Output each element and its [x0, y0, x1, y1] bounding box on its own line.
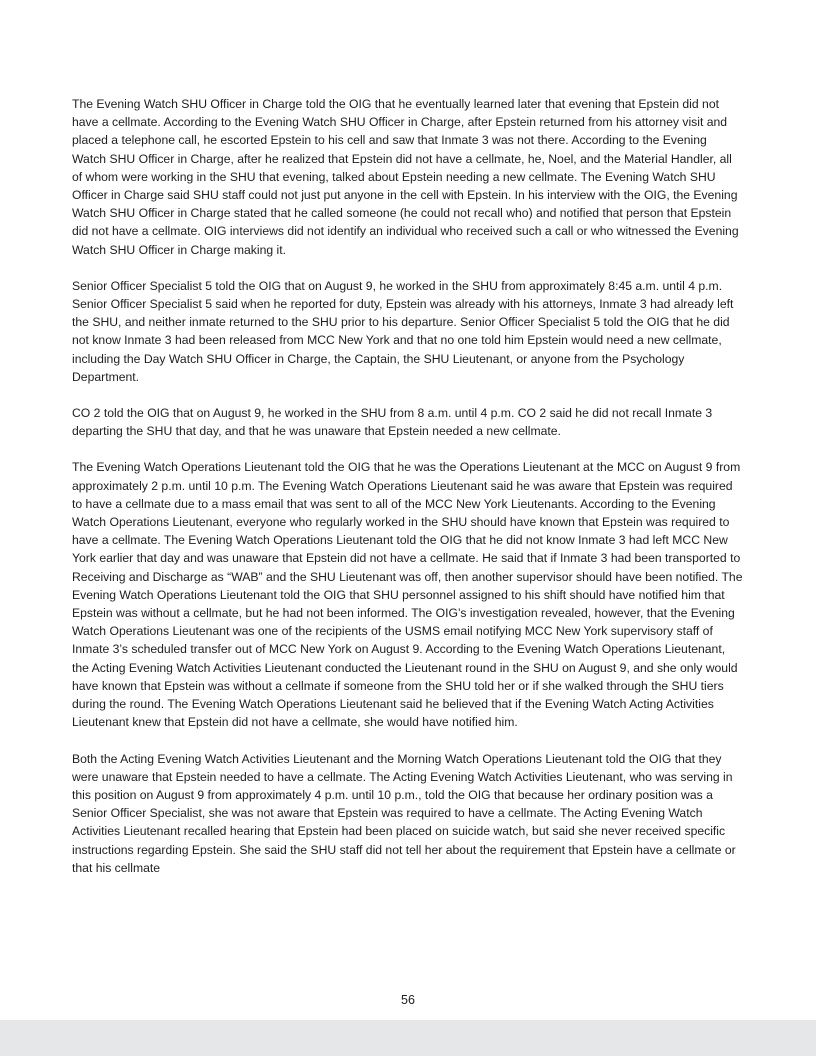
document-body [72, 95, 744, 895]
paragraph: The Evening Watch Operations Lieutenant told the OIG that he was the Operations Lieutenant at the MCC on August 9 from approximately 2 p.m. until 10 p.m. The Evening Watch Operations Lieutenant said he was aware that Epstein was required to have a cellmate due to a mass email that was sent to all of the MCC New York Lieutenants. According to the Evening Watch Operations Lieutenant, everyone who regularly worked in the SHU should have known that Epstein was required to have a cellmate. The Evening Watch Operations Lieutenant told the OIG that he did not know Inmate 3 had left MCC New York earlier that day and was unaware that Epstein did not have a cellmate. He said that if Inmate 3 had been transported to Receiving and Discharge as “WAB” and the SHU Lieutenant was off, then another supervisor should have been notified. The Evening Watch Operations Lieutenant told the OIG that SHU personnel assigned to his shift should have notified him that Epstein was without a cellmate, but he had not been informed. The OIG’s investigation revealed, however, that the Evening Watch Operations Lieutenant was one of the recipients of the USMS email notifying MCC New York supervisory staff of Inmate 3’s scheduled transfer out of MCC New York on August 9. According to the Evening Watch Operations Lieutenant, the Acting Evening Watch Activities Lieutenant conducted the Lieutenant round in the SHU on August 9, and she only would have known that Epstein was without a cellmate if someone from the SHU told her or if she walked through the SHU tiers during the round. The Evening Watch Operations Lieutenant said he believed that if the Evening Watch Acting Activities Lieutenant knew that Epstein did not have a cellmate, she would have notified him. [72, 460, 743, 730]
paragraph: Senior Officer Specialist 5 told the OIG that on August 9, he worked in the SHU from approximately 8:45 a.m. until 4 p.m. Senior Officer Specialist 5 said when he reported for duty, Epstein was already with his attorneys, Inmate 3 had already left the SHU, and neither inmate returned to the SHU prior to his departure. Senior Officer Specialist 5 told the OIG that he did not know Inmate 3 had been released from MCC New York and that no one told him Epstein would need a new cellmate, including the Day Watch SHU Officer in Charge, the Captain, the SHU Lieutenant, or anyone from the Psychology Department. [72, 278, 734, 384]
paragraph: Both the Acting Evening Watch Activities Lieutenant and the Morning Watch Operations Lieutenant told the OIG that they were unaware that Epstein needed to have a cellmate. The Acting Evening Watch Activities Lieutenant, who was serving in this position on August 9 from approximately 4 p.m. until 10 p.m., told the OIG that because her ordinary position was a Senior Officer Specialist, she was not aware that Epstein was required to have a cellmate. The Acting Evening Watch Activities Lieutenant recalled hearing that Epstein had been placed on suicide watch, but said she never received specific instructions regarding Epstein. She said the SHU staff did not tell her about the requirement that Epstein have a cellmate or that his cellmate [72, 751, 736, 875]
page-number: 56 [401, 993, 415, 1007]
paragraph: The Evening Watch SHU Officer in Charge told the OIG that he eventually learned later that evening that Epstein did not have a cellmate. According to the Evening Watch SHU Officer in Charge, after Epstein returned from his attorney visit and placed a telephone call, he escorted Epstein to his cell and saw that Inmate 3 was not there. According to the Evening Watch SHU Officer in Charge, after he realized that Epstein did not have a cellmate, he, Noel, and the Material Handler, all of whom were working in the SHU that evening, talked about Epstein needing a new cellmate. The Evening Watch SHU Officer in Charge said SHU staff could not just put anyone in the cell with Epstein. In his interview with the OIG, the Evening Watch SHU Officer in Charge stated that he called someone (he could not recall who) and notified that person that Epstein did not have a cellmate. OIG interviews did not identify an individual who received such a call or who witnessed the Evening Watch SHU Officer in Charge making it. [72, 97, 739, 257]
paragraph: CO 2 told the OIG that on August 9, he worked in the SHU from 8 a.m. until 4 p.m. CO 2 said he did not recall Inmate 3 departing the SHU that day, and that he was unaware that Epstein needed a new cellmate. [72, 406, 713, 439]
